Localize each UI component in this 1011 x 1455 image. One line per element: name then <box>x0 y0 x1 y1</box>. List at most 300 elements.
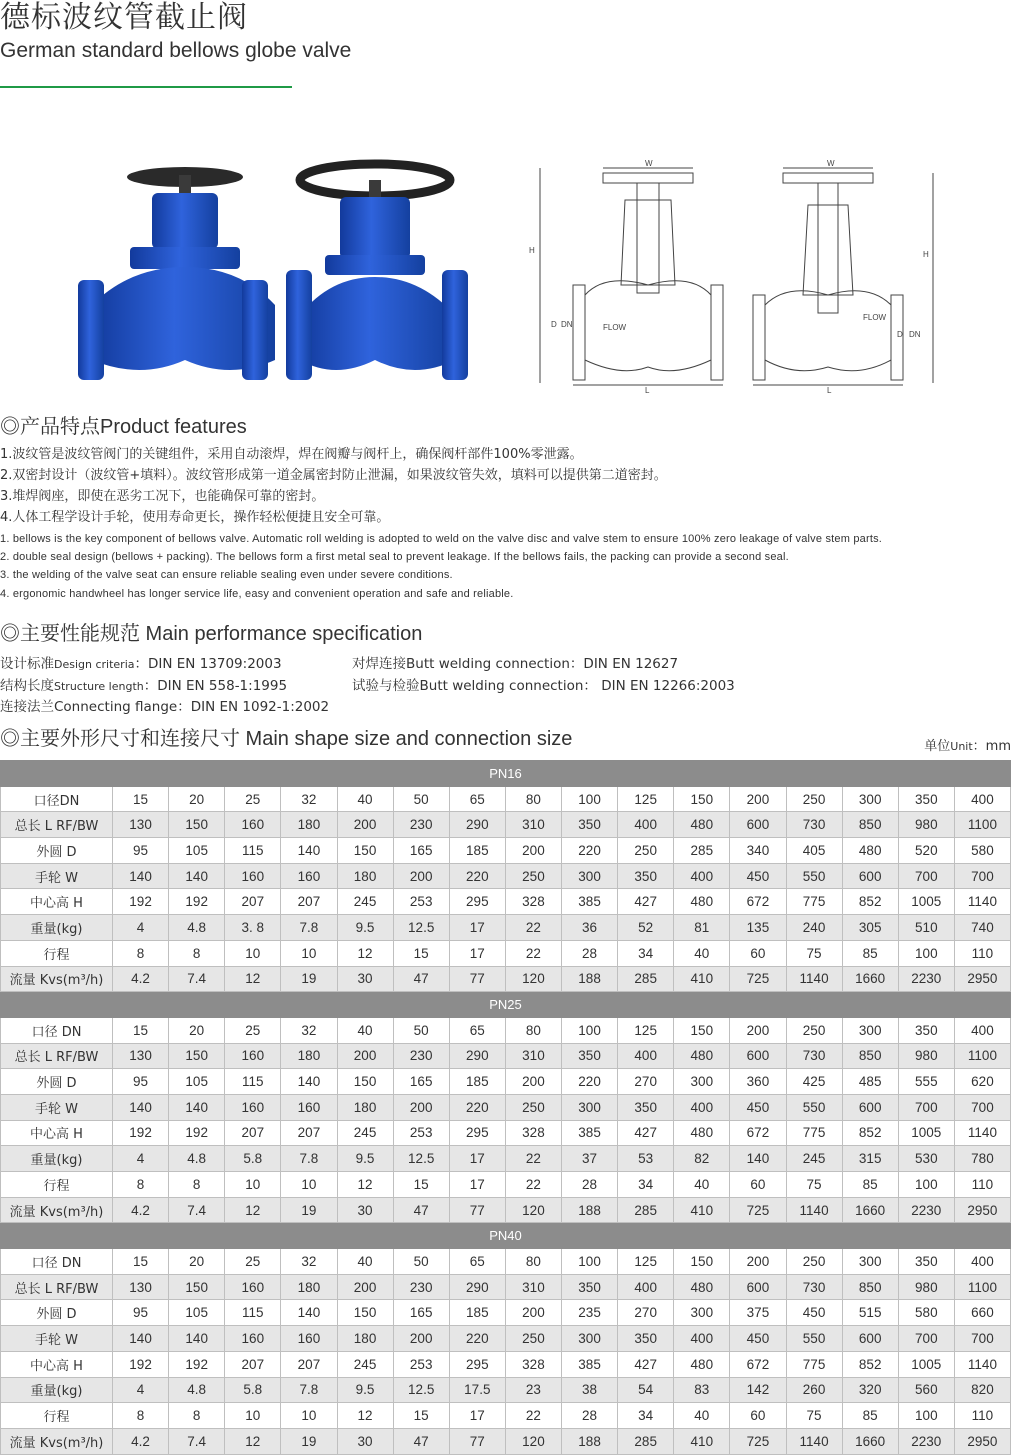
table-cell: 4.8 <box>169 915 225 941</box>
drawing-butt-weld-valve <box>753 159 933 395</box>
table-row <box>1 1274 1011 1300</box>
row-label: 手轮 W <box>1 1094 113 1120</box>
row-label: 总长 L RF/BW <box>1 1043 113 1069</box>
table-cell: 25 <box>225 786 281 812</box>
table-cell: 15 <box>113 1017 169 1043</box>
table-cell: 245 <box>337 1120 393 1146</box>
table-cell: 285 <box>674 838 730 864</box>
table-cell: 9.5 <box>337 915 393 941</box>
table-cell: 38 <box>562 1377 618 1403</box>
pressure-class-band <box>1 1223 1011 1249</box>
table-cell: 180 <box>337 1326 393 1352</box>
table-cell: 200 <box>505 1300 561 1326</box>
table-cell: 150 <box>674 786 730 812</box>
table-cell: 12.5 <box>393 915 449 941</box>
table-cell: 850 <box>842 1274 898 1300</box>
table-cell: 47 <box>393 1428 449 1454</box>
table-cell: 220 <box>449 1094 505 1120</box>
table-cell: 30 <box>337 966 393 992</box>
table-cell: 560 <box>898 1377 954 1403</box>
table-cell: 185 <box>449 1300 505 1326</box>
table-cell: 200 <box>393 1326 449 1352</box>
table-cell: 19 <box>281 966 337 992</box>
table-row <box>1 863 1011 889</box>
table-row <box>1 1172 1011 1198</box>
table-cell: 20 <box>169 1249 225 1275</box>
table-cell: 80 <box>505 1017 561 1043</box>
table-cell: 12 <box>225 966 281 992</box>
svg-text:H: H <box>923 250 929 259</box>
table-cell: 425 <box>786 1069 842 1095</box>
table-cell: 160 <box>225 1274 281 1300</box>
table-cell: 12 <box>337 1403 393 1429</box>
table-cell: 450 <box>730 863 786 889</box>
row-label: 流量 Kvs(m³/h) <box>1 966 113 992</box>
table-cell: 600 <box>842 1094 898 1120</box>
table-cell: 1100 <box>954 1043 1010 1069</box>
table-cell: 180 <box>281 1274 337 1300</box>
table-cell: 105 <box>169 838 225 864</box>
table-cell: 1140 <box>954 1351 1010 1377</box>
table-cell: 2230 <box>898 1428 954 1454</box>
table-cell: 17 <box>449 915 505 941</box>
table-cell: 235 <box>562 1300 618 1326</box>
row-label: 流量 Kvs(m³/h) <box>1 1428 113 1454</box>
table-cell: 150 <box>674 1249 730 1275</box>
table-cell: 700 <box>954 1326 1010 1352</box>
table-cell: 36 <box>562 915 618 941</box>
table-row <box>1 1351 1011 1377</box>
table-cell: 207 <box>281 1351 337 1377</box>
table-cell: 220 <box>562 838 618 864</box>
table-cell: 34 <box>618 1403 674 1429</box>
row-label: 总长 L RF/BW <box>1 812 113 838</box>
table-cell: 150 <box>169 1043 225 1069</box>
row-label: 外圆 D <box>1 1300 113 1326</box>
row-label: 口径DN <box>1 786 113 812</box>
table-cell: 200 <box>730 1249 786 1275</box>
valve-product-photos <box>70 155 480 395</box>
table-cell: 17 <box>449 1146 505 1172</box>
table-cell: 700 <box>898 1094 954 1120</box>
table-cell: 8 <box>169 940 225 966</box>
spec-connecting-flange: 连接法兰Connecting flange：DIN EN 1092-1:2002 <box>0 699 330 715</box>
table-cell: 3. 8 <box>225 915 281 941</box>
table-cell: 22 <box>505 940 561 966</box>
table-cell: 245 <box>786 1146 842 1172</box>
table-cell: 2950 <box>954 1428 1010 1454</box>
table-cell: 15 <box>113 1249 169 1275</box>
table-cell: 15 <box>393 1172 449 1198</box>
table-row <box>1 1428 1011 1454</box>
table-cell: 100 <box>898 1403 954 1429</box>
table-cell: 77 <box>449 1428 505 1454</box>
table-cell: 12 <box>225 1197 281 1223</box>
table-cell: 17 <box>449 1172 505 1198</box>
feature-cn-2: 2.双密封设计（波纹管+填料）。波纹管形成第一道金属密封防止泄漏，如果波纹管失效，填料可以提供第二道密封。 <box>0 468 667 483</box>
table-cell: 142 <box>730 1377 786 1403</box>
table-cell: 450 <box>786 1300 842 1326</box>
table-cell: 22 <box>505 1146 561 1172</box>
table-cell: 10 <box>281 1403 337 1429</box>
table-cell: 550 <box>786 1094 842 1120</box>
table-cell: 10 <box>225 1172 281 1198</box>
table-cell: 600 <box>730 812 786 838</box>
valve-photo-right <box>286 164 468 380</box>
pressure-class-band <box>1 992 1011 1018</box>
table-cell: 400 <box>618 1043 674 1069</box>
table-cell: 245 <box>337 889 393 915</box>
table-cell: 192 <box>113 1120 169 1146</box>
spec-structure-length: 结构长度Structure length：DIN EN 558-1:1995 <box>0 678 288 694</box>
table-cell: 200 <box>337 812 393 838</box>
table-cell: 220 <box>449 1326 505 1352</box>
table-cell: 120 <box>505 1428 561 1454</box>
table-cell: 310 <box>505 812 561 838</box>
table-cell: 340 <box>730 838 786 864</box>
table-cell: 65 <box>449 1249 505 1275</box>
table-cell: 115 <box>225 1069 281 1095</box>
table-cell: 60 <box>730 1403 786 1429</box>
table-cell: 555 <box>898 1069 954 1095</box>
table-cell: 77 <box>449 966 505 992</box>
table-cell: 385 <box>562 1351 618 1377</box>
table-cell: 700 <box>954 1094 1010 1120</box>
table-cell: 400 <box>618 812 674 838</box>
table-cell: 130 <box>113 812 169 838</box>
table-cell: 1140 <box>786 1197 842 1223</box>
table-cell: 192 <box>169 1120 225 1146</box>
table-cell: 192 <box>169 1351 225 1377</box>
table-cell: 40 <box>337 786 393 812</box>
table-cell: 600 <box>842 1326 898 1352</box>
table-cell: 350 <box>618 863 674 889</box>
table-cell: 2230 <box>898 966 954 992</box>
table-cell: 510 <box>898 915 954 941</box>
table-cell: 730 <box>786 1043 842 1069</box>
table-cell: 1660 <box>842 1197 898 1223</box>
table-cell: 15 <box>113 786 169 812</box>
table-cell: 520 <box>898 838 954 864</box>
table-cell: 375 <box>730 1300 786 1326</box>
pressure-class-label: PN25 <box>1 992 1011 1018</box>
table-cell: 600 <box>842 863 898 889</box>
table-cell: 140 <box>169 1326 225 1352</box>
svg-text:D: D <box>897 330 903 339</box>
row-label: 重量(kg) <box>1 1377 113 1403</box>
table-cell: 95 <box>113 838 169 864</box>
table-cell: 52 <box>618 915 674 941</box>
table-cell: 725 <box>730 1428 786 1454</box>
table-row <box>1 940 1011 966</box>
table-cell: 2230 <box>898 1197 954 1223</box>
table-cell: 780 <box>954 1146 1010 1172</box>
table-cell: 250 <box>786 786 842 812</box>
table-cell: 34 <box>618 1172 674 1198</box>
feature-cn-1: 1.波纹管是波纹管阀门的关键组件，采用自动滚焊，焊在阀瓣与阀杆上，确保阀杆部件100%零泄露。 <box>0 447 583 462</box>
table-cell: 480 <box>674 889 730 915</box>
table-cell: 2950 <box>954 1197 1010 1223</box>
table-cell: 40 <box>674 1403 730 1429</box>
table-cell: 250 <box>786 1017 842 1043</box>
table-cell: 1140 <box>954 1120 1010 1146</box>
table-cell: 730 <box>786 812 842 838</box>
table-cell: 105 <box>169 1069 225 1095</box>
table-cell: 30 <box>337 1197 393 1223</box>
table-cell: 95 <box>113 1300 169 1326</box>
table-row <box>1 1377 1011 1403</box>
table-cell: 40 <box>674 940 730 966</box>
table-cell: 4 <box>113 1146 169 1172</box>
table-cell: 22 <box>505 1403 561 1429</box>
table-cell: 28 <box>562 1403 618 1429</box>
table-cell: 188 <box>562 1197 618 1223</box>
table-row <box>1 1146 1011 1172</box>
table-cell: 290 <box>449 1274 505 1300</box>
table-cell: 140 <box>113 1326 169 1352</box>
table-cell: 310 <box>505 1043 561 1069</box>
table-cell: 350 <box>618 1326 674 1352</box>
table-cell: 20 <box>169 1017 225 1043</box>
table-cell: 150 <box>674 1017 730 1043</box>
table-cell: 220 <box>562 1069 618 1095</box>
table-row <box>1 812 1011 838</box>
spec-butt-welding: 对焊连接Butt welding connection：DIN EN 12627 <box>352 656 679 672</box>
table-cell: 150 <box>169 812 225 838</box>
table-cell: 192 <box>169 889 225 915</box>
table-cell: 8 <box>113 1403 169 1429</box>
table-cell: 47 <box>393 966 449 992</box>
table-cell: 480 <box>842 838 898 864</box>
table-cell: 160 <box>225 1094 281 1120</box>
table-cell: 350 <box>618 1094 674 1120</box>
table-cell: 140 <box>281 1300 337 1326</box>
table-row <box>1 1403 1011 1429</box>
svg-text:W: W <box>827 159 835 168</box>
table-cell: 427 <box>618 1351 674 1377</box>
row-label: 总长 L RF/BW <box>1 1274 113 1300</box>
table-cell: 40 <box>337 1017 393 1043</box>
table-row <box>1 1300 1011 1326</box>
table-cell: 410 <box>674 1197 730 1223</box>
table-cell: 140 <box>281 1069 337 1095</box>
table-cell: 672 <box>730 1120 786 1146</box>
table-cell: 207 <box>281 889 337 915</box>
table-cell: 130 <box>113 1274 169 1300</box>
table-cell: 100 <box>562 1017 618 1043</box>
table-cell: 40 <box>337 1249 393 1275</box>
row-label: 行程 <box>1 1403 113 1429</box>
table-cell: 150 <box>337 838 393 864</box>
table-cell: 150 <box>337 1300 393 1326</box>
table-cell: 220 <box>449 863 505 889</box>
table-cell: 60 <box>730 1172 786 1198</box>
title-underline <box>0 86 292 88</box>
table-cell: 9.5 <box>337 1146 393 1172</box>
table-cell: 5.8 <box>225 1146 281 1172</box>
table-cell: 250 <box>505 1094 561 1120</box>
table-cell: 260 <box>786 1377 842 1403</box>
table-row <box>1 1120 1011 1146</box>
table-cell: 230 <box>393 1043 449 1069</box>
table-cell: 450 <box>730 1326 786 1352</box>
feature-cn-4: 4.人体工程学设计手轮，使用寿命更长，操作轻松便捷且安全可靠。 <box>0 510 390 525</box>
table-cell: 140 <box>281 838 337 864</box>
table-cell: 980 <box>898 812 954 838</box>
table-cell: 60 <box>730 940 786 966</box>
table-cell: 725 <box>730 1197 786 1223</box>
table-cell: 160 <box>225 863 281 889</box>
table-cell: 28 <box>562 940 618 966</box>
table-cell: 200 <box>505 838 561 864</box>
feature-en-4: 4. ergonomic handwheel has longer service life, easy and convenient operation and safe and reliable. <box>0 588 514 600</box>
table-cell: 115 <box>225 838 281 864</box>
table-cell: 1005 <box>898 1351 954 1377</box>
table-cell: 672 <box>730 889 786 915</box>
table-cell: 165 <box>393 838 449 864</box>
table-cell: 95 <box>113 1069 169 1095</box>
table-cell: 80 <box>505 786 561 812</box>
table-cell: 250 <box>505 1326 561 1352</box>
table-cell: 120 <box>505 966 561 992</box>
table-cell: 25 <box>225 1249 281 1275</box>
table-cell: 4.8 <box>169 1377 225 1403</box>
table-cell: 385 <box>562 1120 618 1146</box>
table-cell: 23 <box>505 1377 561 1403</box>
table-cell: 400 <box>674 1326 730 1352</box>
table-cell: 207 <box>225 1120 281 1146</box>
table-cell: 7.8 <box>281 1146 337 1172</box>
table-row <box>1 1326 1011 1352</box>
table-cell: 620 <box>954 1069 1010 1095</box>
table-cell: 150 <box>337 1069 393 1095</box>
table-cell: 852 <box>842 889 898 915</box>
table-cell: 37 <box>562 1146 618 1172</box>
table-cell: 160 <box>225 1326 281 1352</box>
table-cell: 83 <box>674 1377 730 1403</box>
table-cell: 30 <box>337 1428 393 1454</box>
table-row <box>1 1197 1011 1223</box>
table-cell: 140 <box>169 1094 225 1120</box>
table-cell: 140 <box>730 1146 786 1172</box>
table-cell: 310 <box>505 1274 561 1300</box>
table-cell: 75 <box>786 1172 842 1198</box>
table-cell: 53 <box>618 1146 674 1172</box>
svg-text:L: L <box>827 386 832 395</box>
table-cell: 4.2 <box>113 966 169 992</box>
table-cell: 17.5 <box>449 1377 505 1403</box>
table-cell: 140 <box>113 1094 169 1120</box>
table-cell: 300 <box>842 1017 898 1043</box>
table-cell: 140 <box>113 863 169 889</box>
table-cell: 350 <box>898 1249 954 1275</box>
table-cell: 400 <box>674 863 730 889</box>
table-cell: 185 <box>449 1069 505 1095</box>
svg-text:DN: DN <box>909 330 921 339</box>
table-cell: 7.4 <box>169 966 225 992</box>
table-cell: 240 <box>786 915 842 941</box>
table-cell: 200 <box>730 1017 786 1043</box>
table-cell: 580 <box>954 838 1010 864</box>
table-cell: 480 <box>674 1043 730 1069</box>
table-row <box>1 1043 1011 1069</box>
table-cell: 207 <box>225 1351 281 1377</box>
table-cell: 7.4 <box>169 1197 225 1223</box>
table-cell: 410 <box>674 1428 730 1454</box>
valve-photo-left <box>78 167 275 380</box>
table-cell: 85 <box>842 940 898 966</box>
table-cell: 82 <box>674 1146 730 1172</box>
table-cell: 480 <box>674 812 730 838</box>
table-cell: 40 <box>674 1172 730 1198</box>
table-cell: 125 <box>618 1249 674 1275</box>
table-cell: 17 <box>449 940 505 966</box>
table-cell: 100 <box>898 1172 954 1198</box>
table-cell: 7.4 <box>169 1428 225 1454</box>
table-cell: 740 <box>954 915 1010 941</box>
table-cell: 100 <box>562 1249 618 1275</box>
table-cell: 2950 <box>954 966 1010 992</box>
table-cell: 480 <box>674 1274 730 1300</box>
table-cell: 160 <box>281 1326 337 1352</box>
table-cell: 385 <box>562 889 618 915</box>
spec-design-criteria: 设计标准Design criteria：DIN EN 13709:2003 <box>0 656 282 672</box>
table-cell: 15 <box>393 940 449 966</box>
svg-text:FLOW: FLOW <box>863 313 887 322</box>
table-cell: 320 <box>842 1377 898 1403</box>
table-row <box>1 1249 1011 1275</box>
row-label: 行程 <box>1 1172 113 1198</box>
table-cell: 180 <box>337 1094 393 1120</box>
row-label: 中心高 H <box>1 1351 113 1377</box>
table-cell: 295 <box>449 1120 505 1146</box>
table-cell: 20 <box>169 786 225 812</box>
feature-en-3: 3. the welding of the valve seat can ensure reliable sealing even under severe conditions. <box>0 569 453 581</box>
table-cell: 580 <box>898 1300 954 1326</box>
table-cell: 450 <box>730 1094 786 1120</box>
table-cell: 110 <box>954 1403 1010 1429</box>
table-cell: 100 <box>898 940 954 966</box>
table-cell: 19 <box>281 1428 337 1454</box>
svg-text:H: H <box>529 246 535 255</box>
table-cell: 350 <box>898 786 954 812</box>
table-cell: 350 <box>562 1274 618 1300</box>
table-cell: 12 <box>225 1428 281 1454</box>
table-cell: 10 <box>225 940 281 966</box>
table-cell: 4 <box>113 1377 169 1403</box>
row-label: 行程 <box>1 940 113 966</box>
table-cell: 15 <box>393 1403 449 1429</box>
svg-text:DN: DN <box>561 320 573 329</box>
table-cell: 850 <box>842 1043 898 1069</box>
table-row <box>1 838 1011 864</box>
table-cell: 165 <box>393 1069 449 1095</box>
table-cell: 360 <box>730 1069 786 1095</box>
table-cell: 1100 <box>954 1274 1010 1300</box>
svg-text:D: D <box>551 320 557 329</box>
row-label: 中心高 H <box>1 1120 113 1146</box>
row-label: 口径 DN <box>1 1017 113 1043</box>
table-cell: 400 <box>954 786 1010 812</box>
table-cell: 17 <box>449 1403 505 1429</box>
features-heading: ◎产品特点Product features <box>0 416 247 438</box>
row-label: 口径 DN <box>1 1249 113 1275</box>
table-cell: 350 <box>562 1043 618 1069</box>
table-cell: 400 <box>954 1249 1010 1275</box>
table-cell: 290 <box>449 1043 505 1069</box>
table-cell: 75 <box>786 940 842 966</box>
table-cell: 12.5 <box>393 1377 449 1403</box>
